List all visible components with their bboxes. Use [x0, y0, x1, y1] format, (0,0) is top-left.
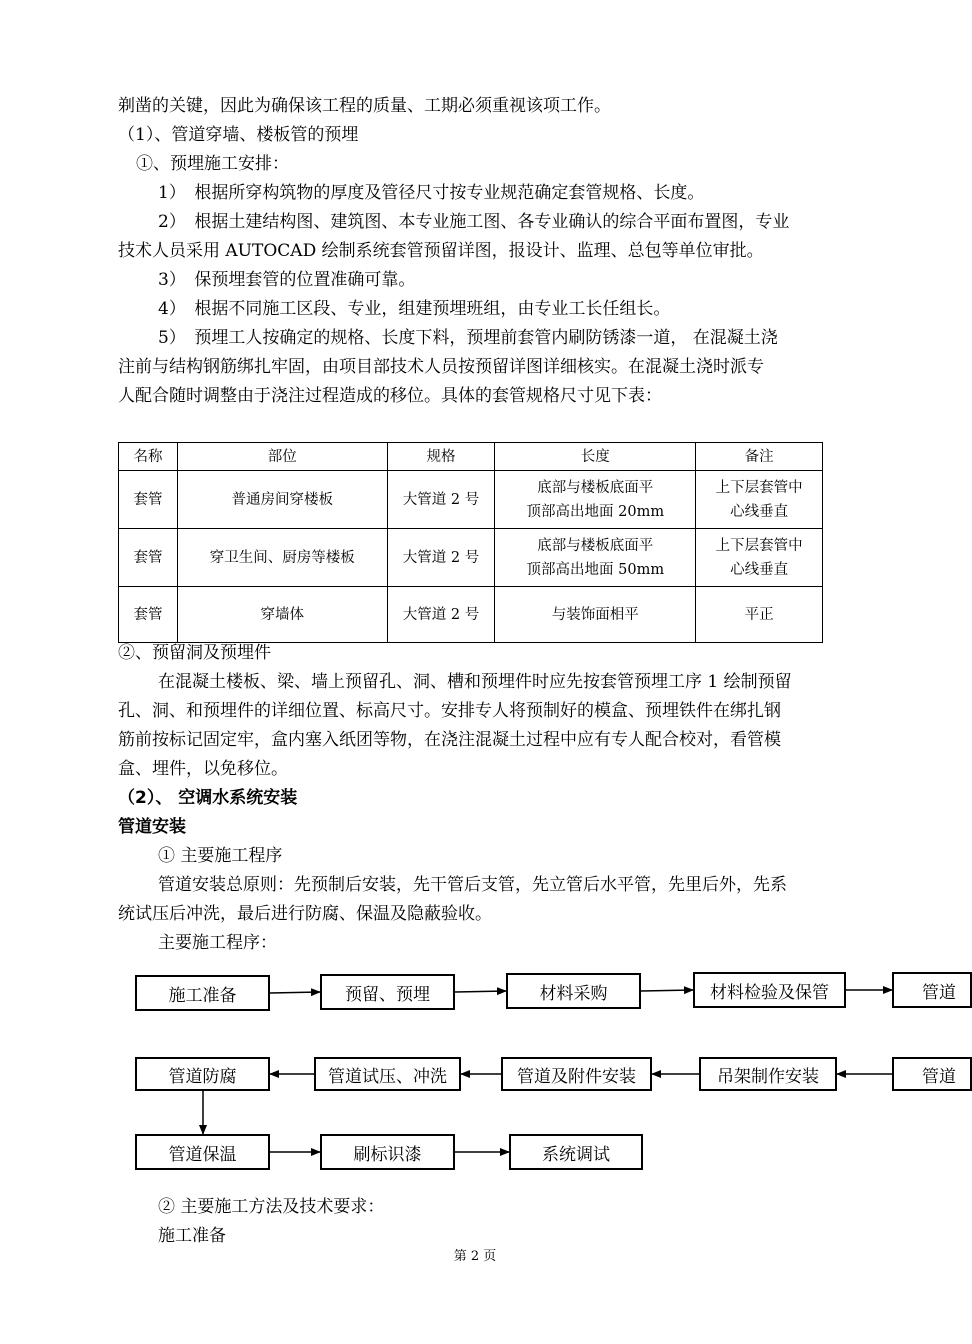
- list-item-continued: 技术人员采用 AUTOCAD 绘制系统套管预留详图，报设计、监理、总包等单位审批。: [118, 241, 764, 261]
- subsection-heading: ② 主要施工方法及技术要求：: [158, 1197, 385, 1217]
- table-header: 长度: [495, 443, 696, 471]
- flow-step: 吊架制作安装: [699, 1057, 837, 1091]
- cell-line: 底部与楼板底面平: [537, 537, 654, 554]
- flow-arrow: [455, 991, 506, 992]
- table-cell: 穿卫生间、厨房等楼板: [177, 529, 387, 587]
- cell-line: 底部与楼板底面平: [537, 479, 654, 496]
- table-header: 部位: [177, 443, 387, 471]
- flow-step: 刷标识漆: [320, 1134, 455, 1170]
- paragraph-continued: 筋前按标记固定牢，盒内塞入纸团等物，在浇注混凝土过程中应有专人配合校对，看管模: [118, 730, 781, 750]
- cell-line: 心线垂直: [730, 561, 789, 578]
- flow-step: 系统调试: [509, 1134, 643, 1170]
- table-cell: 大管道 2 号: [387, 529, 495, 587]
- paragraph: 施工准备: [158, 1226, 226, 1246]
- flow-step: 管道防腐: [135, 1057, 270, 1091]
- table-cell: 与装饰面相平: [495, 587, 696, 643]
- cell-line: 顶部高出地面 20mm: [526, 503, 665, 520]
- cell-line: 心线垂直: [730, 503, 789, 520]
- paragraph-continued: 盒、埋件，以免移位。: [118, 759, 288, 779]
- table-cell: 平正: [696, 587, 823, 643]
- flow-step: 管道及附件安装: [501, 1057, 652, 1091]
- flow-step: 管道: [892, 972, 972, 1008]
- cell-line: 上下层套管中: [715, 537, 803, 554]
- list-item: 5） 预埋工人按确定的规格、长度下料，预埋前套管内刷防锈漆一道， 在混凝土浇: [158, 328, 778, 348]
- section-heading: 管道安装: [118, 817, 186, 837]
- flow-step: 材料采购: [506, 973, 641, 1009]
- list-item: 1） 根据所穿构筑物的厚度及管径尺寸按专业规范确定套管规格、长度。: [158, 183, 705, 203]
- table-cell: 套管: [119, 471, 178, 529]
- flow-step: 管道试压、冲洗: [314, 1057, 461, 1091]
- flow-arrow: [641, 990, 693, 991]
- paragraph: 剃凿的关键，因此为确保该工程的质量、工期必须重视该项工作。: [118, 96, 611, 116]
- paragraph: 在混凝土楼板、梁、墙上预留孔、洞、槽和预埋件时应先按套管预埋工序 1 绘制预留: [158, 672, 792, 692]
- paragraph-continued: 统试压后冲洗，最后进行防腐、保温及隐蔽验收。: [118, 904, 492, 924]
- list-item-continued: 人配合随时调整由于浇注过程造成的移位。具体的套管规格尺寸见下表：: [118, 386, 662, 406]
- flow-step: 管道: [892, 1057, 972, 1091]
- table-header: 备注: [696, 443, 823, 471]
- table-cell: 穿墙体: [177, 587, 387, 643]
- list-item: 4） 根据不同施工区段、专业，组建预埋班组，由专业工长任组长。: [158, 299, 671, 319]
- table-header: 规格: [387, 443, 495, 471]
- table-cell: 大管道 2 号: [387, 471, 495, 529]
- subsection-heading: ②、预留洞及预埋件: [118, 643, 271, 663]
- subsection-heading: ① 主要施工程序: [158, 846, 283, 866]
- section-heading: （1）、管道穿墙、楼板管的预埋: [118, 125, 359, 145]
- flow-step: 预留、预埋: [320, 974, 455, 1010]
- table-cell: 大管道 2 号: [387, 587, 495, 643]
- page-number: 第 2 页: [453, 1249, 497, 1264]
- table-cell: 套管: [119, 529, 178, 587]
- table-cell: 普通房间穿楼板: [177, 471, 387, 529]
- paragraph: 管道安装总原则：先预制后安装，先干管后支管，先立管后水平管，先里后外，先系: [158, 875, 787, 895]
- flow-step: 施工准备: [135, 975, 270, 1011]
- flow-step: 管道保温: [135, 1134, 270, 1170]
- cell-line: 顶部高出地面 50mm: [526, 561, 665, 578]
- section-heading: （2）、 空调水系统安装: [118, 788, 298, 808]
- list-item: 2） 根据土建结构图、建筑图、本专业施工图、各专业确认的综合平面布置图，专业: [158, 212, 790, 232]
- flow-arrow: [270, 992, 320, 993]
- list-item: 3） 保预埋套管的位置准确可靠。: [158, 270, 416, 290]
- subsection-heading: ①、预埋施工安排：: [136, 154, 289, 174]
- table-header: 名称: [119, 443, 178, 471]
- cell-line: 上下层套管中: [715, 479, 803, 496]
- paragraph: 主要施工程序：: [158, 933, 277, 953]
- table-cell: 套管: [119, 587, 178, 643]
- paragraph-continued: 孔、洞、和预埋件的详细位置、标高尺寸。安排专人将预制好的模盒、预埋铁件在绑扎钢: [118, 701, 781, 721]
- list-item-continued: 注前与结构钢筋绑扎牢固，由项目部技术人员按预留详图详细核实。在混凝土浇时派专: [118, 357, 764, 377]
- flow-step: 材料检验及保管: [693, 972, 846, 1008]
